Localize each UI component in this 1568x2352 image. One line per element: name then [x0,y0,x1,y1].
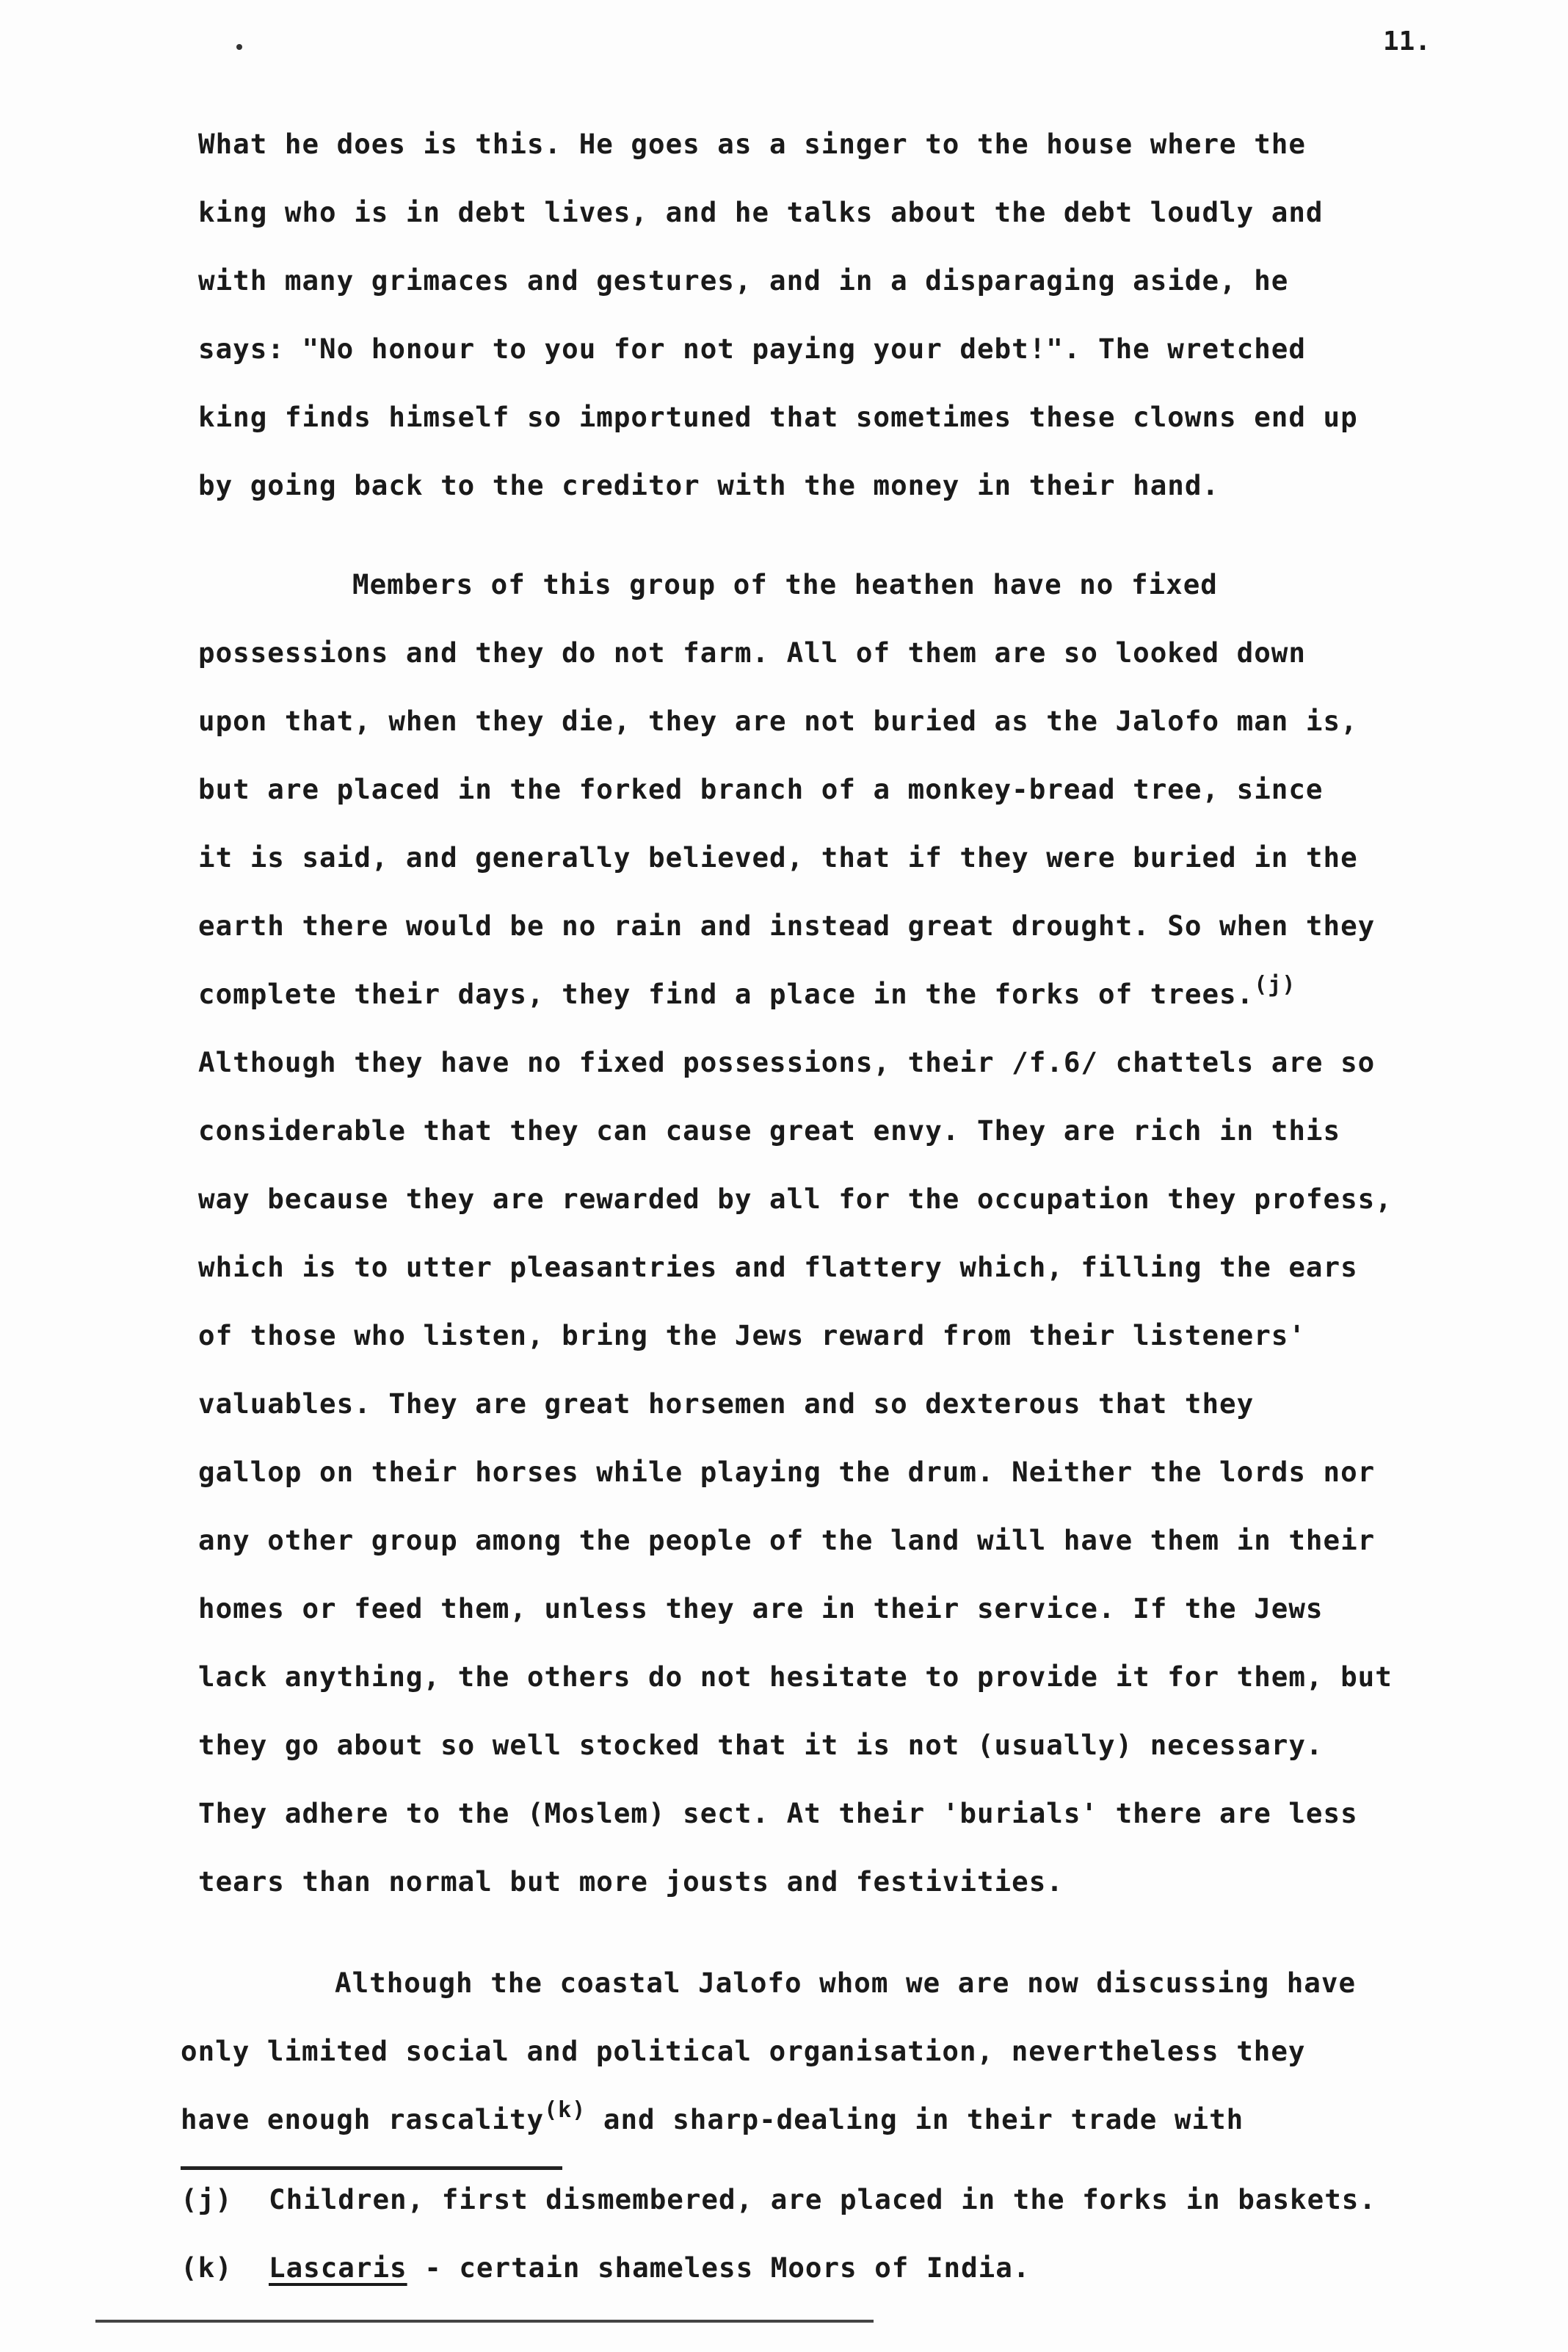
text-line: says: "No honour to you for not paying your debt!". The wretched [198,333,1306,365]
footnote-text: - certain shameless Moors of India. [407,2251,1031,2284]
text-fragment: complete their days, they find a place in the forks of trees. [198,978,1255,1010]
text-line [198,960,1520,1028]
text-line: way because they are rewarded by all for the occupation they profess, [198,1183,1393,1215]
paragraph-2 [198,551,1520,1916]
text-fragment: and sharp-dealing in their trade with [586,2103,1244,2135]
text-line: What he does is this. He goes as a singer to the house where the [198,128,1306,160]
footnotes [181,2166,1539,2302]
footnote-marker: (k) [181,2251,233,2284]
text-line: tears than normal but more jousts and festivities. [198,1865,1064,1898]
text-line: lack anything, the others do not hesitate to provide it for them, but [198,1660,1393,1693]
text-line: of those who listen, bring the Jews reward from their listeners' [198,1319,1306,1351]
text-line: homes or feed them, unless they are in their service. If the Jews [198,1592,1324,1625]
footnote-reference-j: (j) [1254,972,1296,998]
text-line: only limited social and political organisation, nevertheless they [181,2035,1306,2067]
footnote-marker: (j) [181,2183,233,2215]
footnote-reference-k: (k) [544,2097,587,2123]
text-line: king who is in debt lives, and he talks about the debt loudly and [198,196,1324,228]
text-line: but are placed in the forked branch of a monkey-bread tree, since [198,773,1324,805]
text-line: by going back to the creditor with the money in their hand. [198,469,1220,501]
text-line: They adhere to the (Moslem) sect. At their 'burials' there are less [198,1797,1358,1829]
text-line: king finds himself so importuned that sometimes these clowns end up [198,401,1358,433]
text-line: valuables. They are great horsemen and so dexterous that they [198,1387,1255,1420]
footnote-k [181,2234,1539,2302]
footnote-term: Lascaris [269,2251,407,2284]
text-line: it is said, and generally believed, that if they were buried in the [198,841,1358,874]
text-line: with many grimaces and gestures, and in a disparaging aside, he [198,264,1289,297]
text-line: Although they have no fixed possessions, their /f.6/ chattels are so [198,1046,1376,1078]
stray-dot-mark [236,44,242,50]
bottom-edge-rule [95,2320,874,2323]
footnote-text: Children, first dismembered, are placed in the forks in baskets. [269,2183,1376,2215]
text-line: Although the coastal Jalofo whom we are now discussing have [335,1967,1357,1999]
text-line: they go about so well stocked that it is not (usually) necessary. [198,1729,1324,1761]
text-line: upon that, when they die, they are not buried as the Jalofo man is, [198,705,1358,737]
text-line: gallop on their horses while playing the drum. Neither the lords nor [198,1456,1376,1488]
paragraph-1 [198,110,1520,520]
page-number: 11. [1383,26,1431,57]
text-line: which is to utter pleasantries and flattery which, filling the ears [198,1251,1358,1283]
text-line: Members of this group of the heathen have no fixed [352,568,1218,600]
text-line: considerable that they can cause great envy. They are rich in this [198,1114,1341,1147]
text-fragment: have enough rascality [181,2103,545,2135]
paragraph-3 [181,1949,1502,2154]
footnote-j [181,2166,1539,2234]
text-line: possessions and they do not farm. All of them are so looked down [198,636,1306,669]
text-line: earth there would be no rain and instead great drought. So when they [198,910,1376,942]
text-line [181,2086,1502,2154]
text-line: any other group among the people of the land will have them in their [198,1524,1376,1556]
